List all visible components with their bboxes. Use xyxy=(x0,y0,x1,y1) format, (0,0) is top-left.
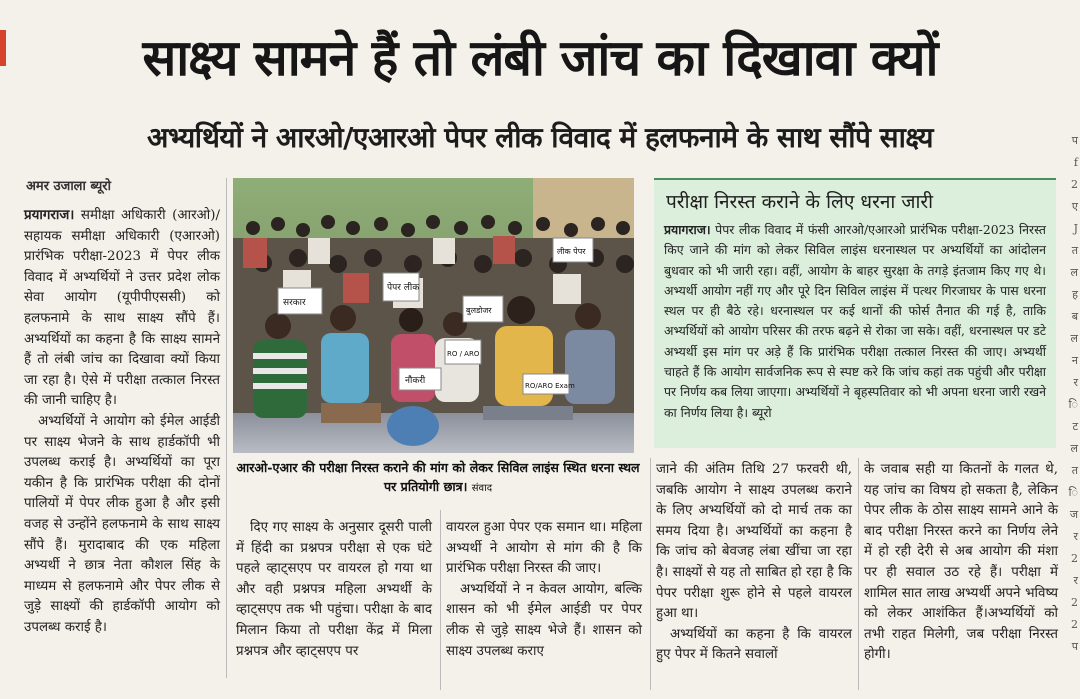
edge-char: र xyxy=(1073,574,1078,587)
edge-char: ट xyxy=(1072,420,1078,433)
placard-label: RO / ARO xyxy=(447,350,480,358)
edge-char: 2 xyxy=(1071,618,1078,631)
article-paragraph: वायरल हुआ पेपर एक समान था। महिला अभ्यर्थी ने आयोग से मांग की है कि प्रारंभिक परीक्षा निरस्त की जाए। xyxy=(446,520,642,577)
edge-char: ल xyxy=(1070,442,1078,455)
column-divider xyxy=(226,178,227,678)
article-column-2 xyxy=(236,518,432,662)
caption-text: आरओ-एआर की परीक्षा निरस्त कराने की मांग को लेकर सिविल लाइंस स्थित धरना स्थल पर प्रतियोगी छात्र। xyxy=(236,460,640,494)
edge-char: न xyxy=(1071,354,1078,367)
sidebar-title: परीक्षा निरस्त कराने के लिए धरना जारी xyxy=(666,191,934,213)
edge-char: 2 xyxy=(1071,178,1078,191)
article-column-3 xyxy=(446,518,642,662)
edge-char: ि xyxy=(1068,398,1078,411)
placard-label: पेपर लीक xyxy=(387,283,420,293)
paragraph-text: समीक्षा अधिकारी (आरओ)/सहायक समीक्षा अधिकारी (एआरओ) प्रारंभिक परीक्षा-2023 में पेपर लीक विवाद में अभ्यर्थियों ने उत्तर प्रदेश लोक सेवा आयोग (यूपीपीएससी) को हलफनामे के साथ साक्ष्य सौंपे हैं। अभ्यर्थियों का कहना है कि साक्ष्य सामने हैं तो लंबी जांच का दिखावा क्यों किया जा रहा है। ऐसे में परीक्षा तत्काल निरस्त की जानी चाहिए है। xyxy=(24,208,220,409)
edge-char: प xyxy=(1071,134,1078,147)
column-divider xyxy=(650,458,651,690)
placard-label: सरकार xyxy=(283,298,306,308)
edge-char: ह xyxy=(1072,288,1078,301)
article-paragraph xyxy=(24,206,220,412)
placard-label: RO/ARO Exam xyxy=(525,382,575,390)
edge-char: J xyxy=(1073,222,1078,235)
article-paragraph: अभ्यर्थियों ने न केवल आयोग, बल्कि शासन को भी ईमेल आईडी पर पेपर लीक से जुड़े साक्ष्य भेजे हैं। शासन को साक्ष्य उपलब्ध कराए xyxy=(446,581,642,659)
edge-char: त xyxy=(1071,244,1078,257)
dateline: प्रयागराज। xyxy=(24,208,75,223)
edge-char: ज xyxy=(1069,508,1078,521)
edge-char: र xyxy=(1073,376,1078,389)
sidebar-body xyxy=(664,220,1046,423)
article-paragraph: के जवाब सही या कितनों के गलत थे, यह जांच का विषय हो सकता है, लेकिन पेपर लीक के ठोस साक्ष्य सामने आने के बाद परीक्षा निरस्त करने का निर्णय लेने में हो रही देरी से अब आयोग की मंशा पर ही सवाल उठ रहे हैं। परीक्षा में शामिल सात लाख अभ्यर्थी अपने भविष्य को लेकर आशंकित हैं।अभ्यर्थियों को तभी राहत मिलेगी, जब परीक्षा निरस्त होगी। xyxy=(864,462,1058,663)
sidebar-text: पेपर लीक विवाद में फंसी आरओ/एआरओ प्रारंभिक परीक्षा-2023 निरस्त किए जाने की मांग को लेकर सिविल लाइंस धरनास्थल पर अभ्यर्थियों का आंदोलन बुधवार को भी जारी रहा। वहीं, आयोग के बाहर सुरक्षा के तगड़े इंतजाम किए गए थे। अभ्यर्थी आयोग नहीं गए और पूरे दिन सिविल लाइंस में पत्थर गिरजाघर के पास धरना स्थल पर ही बैठे रहे। धरनास्थल पर कई थानों की फोर्स तैनात की गई है, ताकि अभ्यर्थियों को आयोग परिसर की तरफ बढ़ने से रोका जा सके। वहीं, धरनास्थल पर डटे अभ्यर्थी इस मांग पर अड़े हैं कि प्रारंभिक परीक्षा तत्काल निरस्त की जाए। अभ्यर्थी चाहते हैं कि आयोग सार्वजनिक रूप से स्पष्ट करे कि जांच कहां तक पहुंची और परीक्षा पर निर्णय कब लिया जाएगा। अभ्यर्थियों ने बृहस्पतिवार को भी अपना धरना जारी रखने का निर्णय लिया है। ब्यूरो xyxy=(664,222,1046,420)
article-paragraph: जाने की अंतिम तिथि 27 फरवरी थी, जबकि आयोग ने साक्ष्य उपलब्ध कराने के लिए अभ्यर्थियों को दो मार्च तक का समय दिया है। अभ्यर्थियों का कहना है कि जांच को बेवजह लंबा खींचा जा रहा है। साक्ष्यों से यह तो साबित हो रहा है कि पेपर परीक्षा शुरू होने से पहले वायरल हुआ था। xyxy=(656,462,852,622)
photo-caption xyxy=(233,458,643,498)
edge-char: ल xyxy=(1070,332,1078,345)
headline: साक्ष्य सामने हैं तो लंबी जांच का दिखावा क्यों xyxy=(142,29,938,87)
edge-char: ए xyxy=(1071,200,1078,213)
byline: अमर उजाला ब्यूरो xyxy=(26,179,111,194)
edge-char: f xyxy=(1073,156,1078,169)
article-paragraph: दिए गए साक्ष्य के अनुसार दूसरी पाली में हिंदी का प्रश्नपत्र परीक्षा से एक घंटे पहले व्हाट्सएप पर वायरल हो गया था और वही प्रश्नपत्र महिला अभ्यर्थी के व्हाट्सएप तक भी पहुंचा। परीक्षा के बाद मिलान किया तो परीक्षा केंद्र में मिला प्रश्नपत्र और व्हाट्सएप पर xyxy=(236,520,432,659)
sidebar-dateline: प्रयागराज। xyxy=(664,222,711,237)
edge-char: 2 xyxy=(1071,596,1078,609)
photo-credit: संवाद xyxy=(471,483,493,494)
article-column-4 xyxy=(656,460,852,666)
placard-label: नौकरी xyxy=(405,376,426,386)
protest-photo xyxy=(233,178,634,453)
article-column-5 xyxy=(864,460,1058,666)
edge-char: 2 xyxy=(1071,552,1078,565)
edge-char: ि xyxy=(1068,486,1078,499)
adjacent-article-edge xyxy=(1066,130,1080,690)
article-paragraph: अभ्यर्थियों ने आयोग को ईमेल आईडी पर साक्ष्य भेजने के साथ हार्डकॉपी भी उपलब्ध कराई है। अभ्यर्थियों का पूरा यकीन है कि प्रारंभिक परीक्षा की दोनों पालियों में पेपर लीक हुआ है और इसी वजह से उन्होंने हलफनामे के साथ साक्ष्य सौंपे हैं। मुरादाबाद की एक महिला अभ्यर्थी ने छात्र नेता कौशल सिंह के माध्यम से हलफनामे और पेपर लीक से जुड़े साक्ष्यों की हार्डकॉपी आयोग को उपलब्ध कराई है। xyxy=(24,413,220,635)
placard-label: बुलडोजर xyxy=(466,306,492,315)
edge-char: र xyxy=(1073,530,1078,543)
article-column-1 xyxy=(24,206,220,686)
column-divider xyxy=(440,510,441,690)
column-divider xyxy=(858,458,859,690)
edge-char: ल xyxy=(1070,266,1078,279)
article-paragraph: अभ्यर्थियों का कहना है कि वायरल हुए पेपर में कितने सवालों xyxy=(656,626,852,663)
edge-char: ब xyxy=(1071,310,1078,323)
subheadline: अभ्यर्थियों ने आरओ/एआरओ पेपर लीक विवाद में हलफनामे के साथ सौंपे साक्ष्य xyxy=(146,121,934,154)
edge-char: त xyxy=(1071,464,1078,477)
placard-label: लीक पेपर xyxy=(557,247,586,256)
sidebar-box xyxy=(654,178,1056,448)
edge-char: प xyxy=(1071,640,1078,653)
